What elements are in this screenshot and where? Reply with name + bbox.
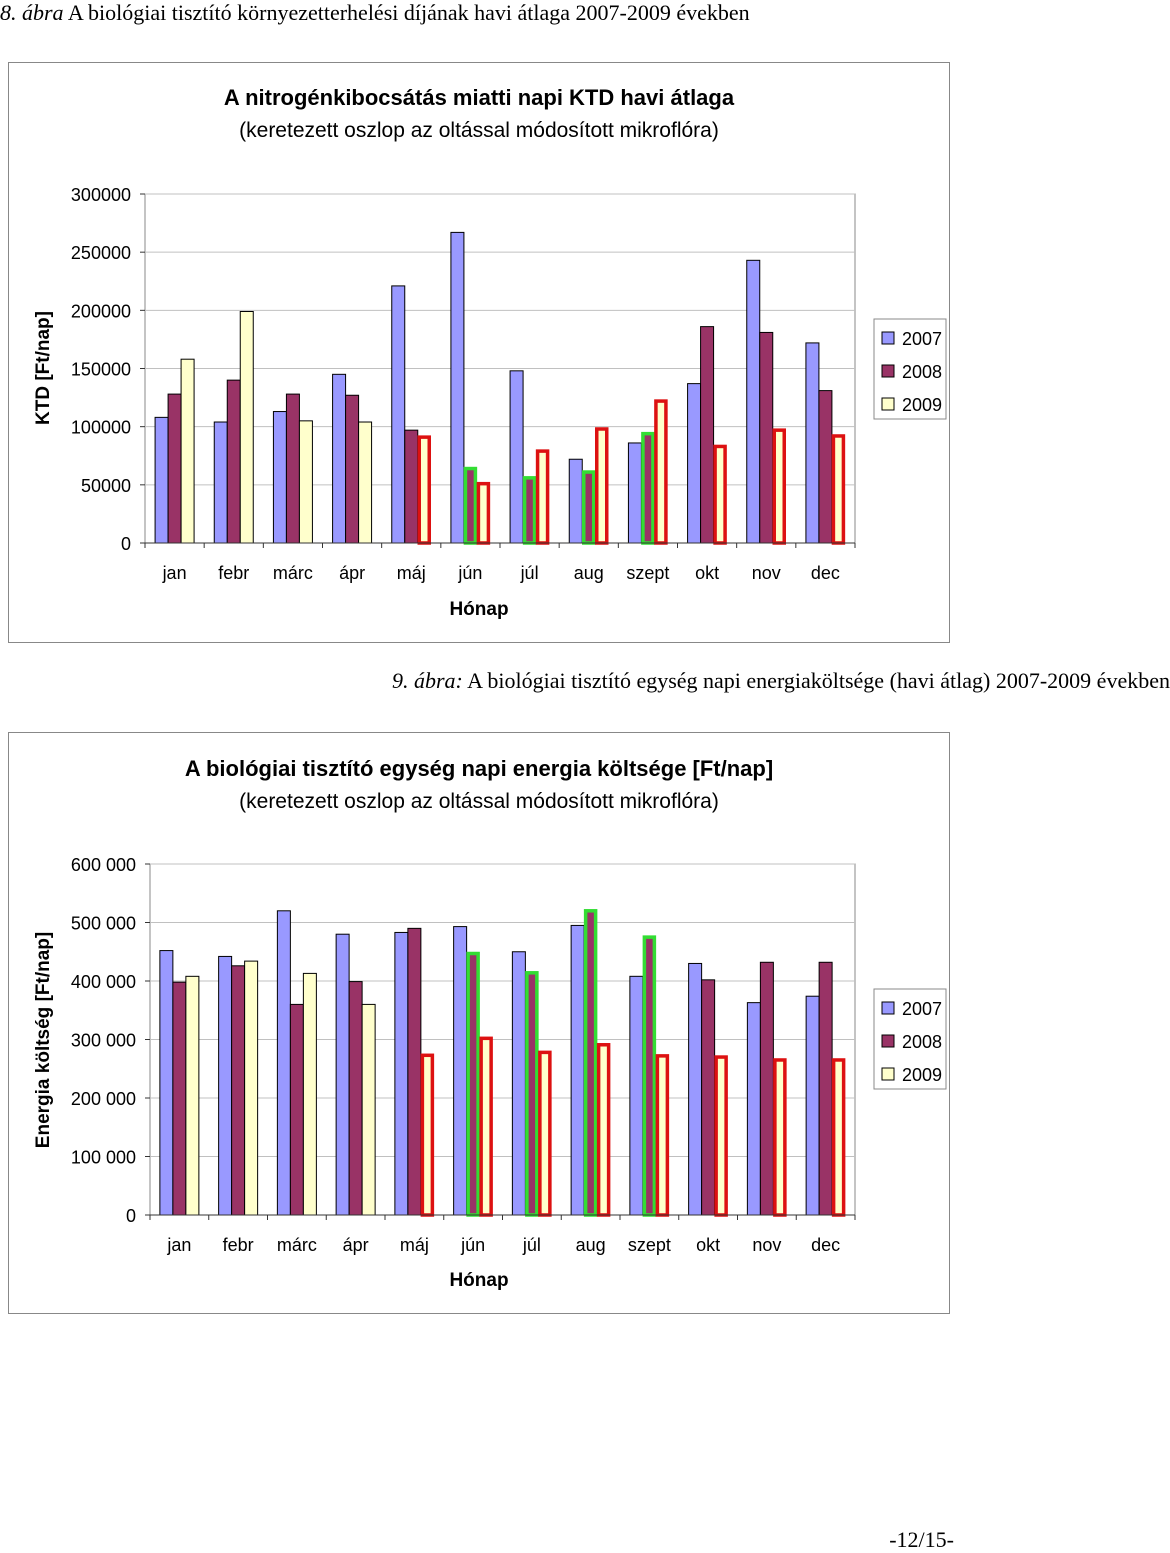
x-tick-label: okt xyxy=(696,1235,721,1255)
figure-9-caption xyxy=(392,668,1170,694)
bar-2009-ápr xyxy=(359,422,372,543)
bar-2007-febr xyxy=(219,956,232,1215)
x-tick-label: szept xyxy=(627,1235,671,1255)
legend-swatch-2009 xyxy=(882,1068,894,1080)
bar-2009-jún xyxy=(478,484,488,543)
x-tick-label: nov xyxy=(751,563,781,583)
bar-2009-szept xyxy=(656,401,666,543)
bar-2008-máj xyxy=(405,430,418,543)
chart-ktd-frame xyxy=(8,62,950,643)
y-tick-label: 600 000 xyxy=(70,855,136,875)
x-tick-label: jan xyxy=(162,563,187,583)
chart-subtitle: (keretezett oszlop az oltással módosított mikroflóra) xyxy=(239,119,719,142)
bar-2008-szept xyxy=(643,434,653,543)
bar-2008-júl xyxy=(525,478,535,543)
bar-2009-okt xyxy=(716,1057,726,1215)
chart-energy-frame xyxy=(8,732,950,1314)
figure-9-caption-lead: 9. ábra: xyxy=(392,668,463,693)
bar-2007-okt xyxy=(689,963,702,1215)
y-tick-label: 500 000 xyxy=(70,913,136,934)
y-tick-label: 50000 xyxy=(80,475,131,496)
y-tick-label: 100 000 xyxy=(70,1147,136,1168)
bar-2008-dec xyxy=(819,962,832,1215)
bar-2008-nov xyxy=(760,332,773,543)
legend-swatch-2008 xyxy=(882,365,894,377)
chart-energy xyxy=(9,733,951,1315)
bar-2007-aug xyxy=(569,459,582,543)
page-number: -12/15- xyxy=(889,1527,954,1552)
x-tick-label: dec xyxy=(810,563,840,583)
x-tick-label: márc xyxy=(272,563,313,583)
bar-2007-jan xyxy=(160,951,173,1215)
bar-2008-okt xyxy=(701,327,714,543)
bar-2007-júl xyxy=(510,371,523,543)
bar-2009-febr xyxy=(245,961,258,1215)
x-tick-label: febr xyxy=(218,563,250,583)
legend-swatch-2007 xyxy=(882,1002,894,1014)
legend-label-2008: 2008 xyxy=(902,362,943,382)
x-axis-label: Hónap xyxy=(449,599,509,620)
bar-2009-jún xyxy=(481,1038,491,1215)
bar-2008-okt xyxy=(702,980,715,1215)
y-tick-label: 300 000 xyxy=(70,1030,136,1051)
bar-2007-okt xyxy=(688,384,701,543)
bar-2007-máj xyxy=(392,286,405,543)
chart-subtitle: (keretezett oszlop az oltással módosított mikroflóra) xyxy=(239,790,719,813)
x-tick-label: jan xyxy=(167,1235,192,1255)
bar-2008-jan xyxy=(168,394,181,543)
bar-2009-dec xyxy=(834,1060,844,1215)
x-tick-label: ápr xyxy=(342,1235,369,1255)
x-tick-label: jún xyxy=(458,563,483,583)
figure-8-caption-lead: 8. ábra xyxy=(0,0,64,25)
figure-8-caption-text: A biológiai tisztító környezetterhelési díjának havi átlaga 2007-2009 években xyxy=(63,0,750,25)
y-tick-label: 0 xyxy=(125,1206,136,1226)
figure-8-caption xyxy=(0,0,750,26)
bar-2008-máj xyxy=(408,928,421,1215)
y-tick-label: 400 000 xyxy=(70,972,136,992)
x-tick-label: júl xyxy=(520,563,539,583)
x-tick-label: máj xyxy=(396,563,426,583)
x-tick-label: ápr xyxy=(339,563,366,583)
bar-2009-aug xyxy=(599,1045,609,1215)
bar-2008-dec xyxy=(819,391,832,543)
bar-2008-febr xyxy=(232,966,245,1215)
bar-2009-jan xyxy=(186,976,199,1215)
bar-2009-febr xyxy=(240,311,253,543)
bar-2008-szept xyxy=(644,937,654,1215)
legend-label-2007: 2007 xyxy=(902,999,943,1019)
bar-2008-márc xyxy=(290,1004,303,1215)
y-tick-label: 250000 xyxy=(70,243,131,264)
bar-2007-nov xyxy=(747,260,760,543)
bar-2009-márc xyxy=(299,421,312,543)
bar-2007-ápr xyxy=(336,934,349,1215)
y-axis-label: Energia költség [Ft/nap] xyxy=(33,931,54,1149)
bar-2009-ápr xyxy=(362,1004,375,1215)
bar-2007-márc xyxy=(273,412,286,543)
legend-swatch-2008 xyxy=(882,1035,894,1047)
bar-2008-júl xyxy=(527,973,537,1215)
y-tick-label: 100000 xyxy=(70,417,131,438)
y-tick-label: 300000 xyxy=(70,185,131,205)
bar-2007-aug xyxy=(571,925,584,1215)
bar-2007-júl xyxy=(512,952,525,1215)
x-tick-label: szept xyxy=(626,563,670,583)
bar-2007-jún xyxy=(454,927,467,1215)
x-tick-label: nov xyxy=(752,1235,782,1255)
bar-2009-júl xyxy=(538,451,548,543)
figure-9-caption-text: A biológiai tisztító egység napi energiaköltsége (havi átlag) 2007-2009 években xyxy=(462,668,1170,693)
bar-2009-okt xyxy=(715,446,725,543)
bar-2007-nov xyxy=(747,1003,760,1215)
bar-2009-aug xyxy=(597,429,607,543)
y-tick-label: 150000 xyxy=(70,359,131,380)
bar-2009-júl xyxy=(540,1052,550,1215)
legend-label-2009: 2009 xyxy=(902,1065,943,1085)
y-tick-label: 200000 xyxy=(70,301,131,322)
bar-2008-jún xyxy=(468,954,478,1215)
bar-2009-nov xyxy=(774,430,784,543)
bar-2007-ápr xyxy=(333,374,346,543)
bar-2008-ápr xyxy=(346,395,359,543)
x-tick-label: febr xyxy=(222,1235,254,1255)
legend-swatch-2007 xyxy=(882,332,894,344)
bar-2008-jún xyxy=(465,469,475,543)
bar-2008-ápr xyxy=(349,982,362,1215)
bar-2008-márc xyxy=(286,394,299,543)
bar-2007-szept xyxy=(630,976,643,1215)
bar-2009-máj xyxy=(419,437,429,543)
bar-2009-márc xyxy=(303,973,316,1215)
bar-2007-márc xyxy=(277,911,290,1215)
bar-2008-nov xyxy=(760,962,773,1215)
chart-title: A nitrogénkibocsátás miatti napi KTD havi átlaga xyxy=(223,85,735,110)
x-tick-label: okt xyxy=(695,563,720,583)
chart-ktd xyxy=(9,63,951,644)
y-axis-label: KTD [Ft/nap] xyxy=(33,311,54,425)
bar-2007-febr xyxy=(214,422,227,543)
y-tick-label: 0 xyxy=(120,534,131,554)
x-tick-label: márc xyxy=(276,1235,317,1255)
bar-2007-máj xyxy=(395,932,408,1215)
x-tick-label: aug xyxy=(575,1235,606,1255)
bar-2009-szept xyxy=(657,1056,667,1215)
bar-2009-máj xyxy=(422,1055,432,1215)
bar-2007-dec xyxy=(806,996,819,1215)
legend-label-2007: 2007 xyxy=(902,329,943,349)
bar-2009-jan xyxy=(181,359,194,543)
bar-2007-dec xyxy=(806,343,819,543)
legend-label-2008: 2008 xyxy=(902,1032,943,1052)
bar-2007-jún xyxy=(451,232,464,543)
bar-2008-aug xyxy=(586,911,596,1215)
bar-2009-dec xyxy=(833,436,843,543)
x-tick-label: jún xyxy=(461,1235,486,1255)
x-tick-label: dec xyxy=(811,1235,841,1255)
bar-2007-jan xyxy=(155,417,168,543)
bar-2007-szept xyxy=(628,443,641,543)
bar-2008-febr xyxy=(227,380,240,543)
y-tick-label: 200 000 xyxy=(70,1089,136,1109)
x-tick-label: júl xyxy=(522,1235,541,1255)
legend-label-2009: 2009 xyxy=(902,395,943,415)
x-axis-label: Hónap xyxy=(449,1270,509,1291)
x-tick-label: máj xyxy=(399,1235,429,1255)
legend-swatch-2009 xyxy=(882,398,894,410)
chart-title: A biológiai tisztító egység napi energia költsége [Ft/nap] xyxy=(184,756,774,781)
x-tick-label: aug xyxy=(573,563,604,583)
bar-2008-jan xyxy=(173,982,186,1215)
bar-2008-aug xyxy=(584,472,594,543)
bar-2009-nov xyxy=(775,1060,785,1215)
